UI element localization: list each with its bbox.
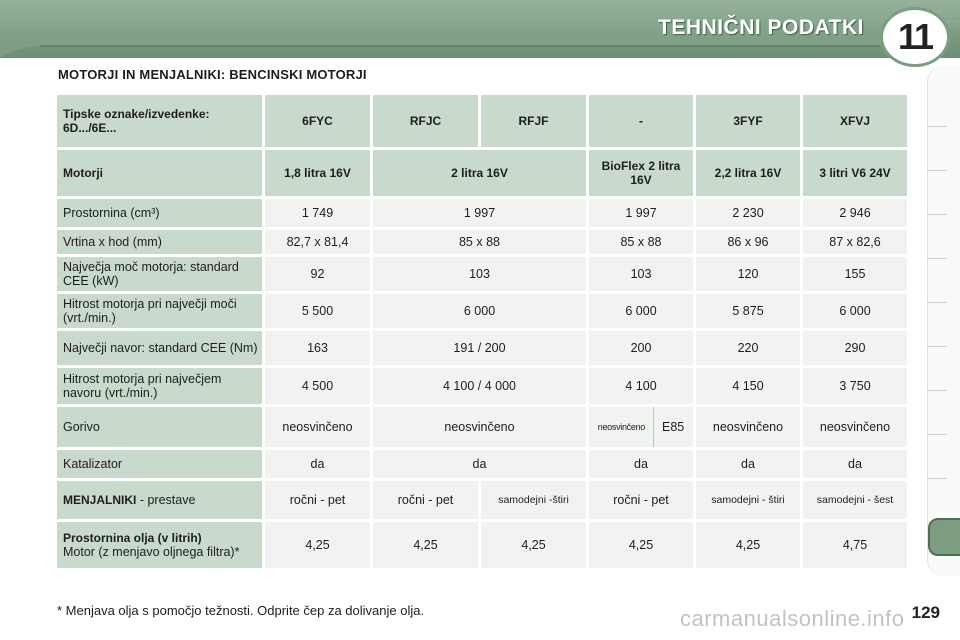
code-cell: RFJC — [373, 95, 478, 147]
fuel-value: neosvinčeno — [265, 407, 370, 447]
engine-cell: 2 litra 16V — [373, 150, 586, 196]
spec-value: 155 — [803, 257, 907, 291]
fuel-label: Gorivo — [57, 407, 262, 447]
code-cell: 6FYC — [265, 95, 370, 147]
cell-divider — [653, 407, 654, 447]
engine-spec-table — [54, 92, 910, 571]
spec-value: 1 749 — [265, 199, 370, 227]
gearbox-label-bold: MENJALNIKI — [63, 493, 137, 507]
tab-divider — [927, 170, 947, 171]
section-title: MOTORJI IN MENJALNIKI: BENCINSKI MOTORJI — [58, 67, 367, 82]
engine-cell: 1,8 litra 16V — [265, 150, 370, 196]
code-cell: XFVJ — [803, 95, 907, 147]
tab-divider — [927, 258, 947, 259]
watermark: carmanualsonline.info — [680, 606, 905, 631]
active-chapter-tab[interactable] — [928, 518, 960, 556]
spec-value: 87 x 82,6 — [803, 230, 907, 254]
page-number: 129 — [911, 603, 940, 622]
spec-value: 3 750 — [803, 368, 907, 404]
spec-row — [57, 199, 907, 227]
catalyst-value: da — [589, 450, 693, 478]
spec-value: 163 — [265, 331, 370, 365]
fuel-value: neosvinčeno — [597, 422, 645, 432]
chapter-badge: 11 — [880, 7, 950, 67]
code-cell: RFJF — [481, 95, 586, 147]
gearbox-value: ročni - pet — [589, 481, 693, 519]
catalyst-row — [57, 450, 907, 478]
fuel-value: neosvinčeno — [696, 407, 800, 447]
oil-value: 4,25 — [265, 522, 370, 568]
engines-row — [57, 150, 907, 196]
spec-value: 85 x 88 — [589, 230, 693, 254]
spec-value: 82,7 x 81,4 — [265, 230, 370, 254]
engine-cell: 3 litri V6 24V — [803, 150, 907, 196]
spec-label: Hitrost motorja pri največji moči (vrt./min.) — [57, 294, 262, 328]
spec-row — [57, 230, 907, 254]
spec-value: 2 946 — [803, 199, 907, 227]
catalyst-value: da — [803, 450, 907, 478]
catalyst-label: Katalizator — [57, 450, 262, 478]
spec-value: 220 — [696, 331, 800, 365]
chapter-tabs — [927, 66, 960, 576]
gearbox-label — [57, 481, 262, 519]
gearbox-label-rest: - prestave — [136, 493, 196, 507]
code-cell: 3FYF — [696, 95, 800, 147]
spec-label: Prostornina (cm³) — [57, 199, 262, 227]
oil-label — [57, 522, 262, 568]
spec-row — [57, 294, 907, 328]
fuel-value: neosvinčeno — [373, 407, 586, 447]
spec-label: Največji navor: standard CEE (Nm) — [57, 331, 262, 365]
spec-value: 1 997 — [589, 199, 693, 227]
spec-value: 4 150 — [696, 368, 800, 404]
footnote: * Menjava olja s pomočjo težnosti. Odprite čep za dolivanje olja. — [57, 603, 425, 618]
spec-value: 86 x 96 — [696, 230, 800, 254]
fuel-value: neosvinčeno — [803, 407, 907, 447]
codes-label: Tipske oznake/izvedenke: 6D.../6E... — [57, 95, 262, 147]
spec-value: 191 / 200 — [373, 331, 586, 365]
oil-row — [57, 522, 907, 568]
gearbox-value: samodejni - šest — [803, 481, 907, 519]
spec-value: 85 x 88 — [373, 230, 586, 254]
spec-value: 4 100 — [589, 368, 693, 404]
spec-value: 200 — [589, 331, 693, 365]
spec-value: 4 500 — [265, 368, 370, 404]
tab-divider — [927, 478, 947, 479]
oil-label-bold: Prostornina olja (v litrih) — [63, 531, 202, 545]
fuel-row — [57, 407, 907, 447]
engine-cell: 2,2 litra 16V — [696, 150, 800, 196]
spec-value: 6 000 — [373, 294, 586, 328]
oil-value: 4,25 — [696, 522, 800, 568]
spec-value: 5 875 — [696, 294, 800, 328]
fuel-split-cell — [589, 407, 693, 447]
spec-label: Hitrost motorja pri največjem navoru (vrt./min.) — [57, 368, 262, 404]
tab-divider — [927, 390, 947, 391]
spec-value: 103 — [373, 257, 586, 291]
spec-value: 5 500 — [265, 294, 370, 328]
spec-label: Vrtina x hod (mm) — [57, 230, 262, 254]
spec-row — [57, 331, 907, 365]
oil-value: 4,75 — [803, 522, 907, 568]
gearbox-row — [57, 481, 907, 519]
code-cell: - — [589, 95, 693, 147]
spec-row — [57, 368, 907, 404]
oil-value: 4,25 — [481, 522, 586, 568]
tab-divider — [927, 346, 947, 347]
engine-cell: BioFlex 2 litra 16V — [589, 150, 693, 196]
tab-divider — [927, 434, 947, 435]
tab-divider — [927, 302, 947, 303]
page-title: TEHNIČNI PODATKI — [658, 16, 864, 39]
oil-label-rest: Motor (z menjavo oljnega filtra)* — [63, 545, 240, 559]
spec-value: 290 — [803, 331, 907, 365]
spec-value: 6 000 — [589, 294, 693, 328]
gearbox-value: samodejni - štiri — [696, 481, 800, 519]
spec-value: 2 230 — [696, 199, 800, 227]
engines-label: Motorji — [57, 150, 262, 196]
gearbox-value: ročni - pet — [265, 481, 370, 519]
catalyst-value: da — [696, 450, 800, 478]
gearbox-value: ročni - pet — [373, 481, 478, 519]
fuel-value: E85 — [662, 420, 685, 434]
spec-value: 120 — [696, 257, 800, 291]
oil-value: 4,25 — [373, 522, 478, 568]
tab-divider — [927, 214, 947, 215]
spec-value: 92 — [265, 257, 370, 291]
spec-value: 1 997 — [373, 199, 586, 227]
tab-divider — [927, 126, 947, 127]
spec-value: 103 — [589, 257, 693, 291]
catalyst-value: da — [373, 450, 586, 478]
spec-value: 6 000 — [803, 294, 907, 328]
spec-label: Največja moč motorja: standard CEE (kW) — [57, 257, 262, 291]
spec-row — [57, 257, 907, 291]
codes-row — [57, 95, 907, 147]
oil-value: 4,25 — [589, 522, 693, 568]
gearbox-value: samodejni -štiri — [481, 481, 586, 519]
spec-value: 4 100 / 4 000 — [373, 368, 586, 404]
catalyst-value: da — [265, 450, 370, 478]
